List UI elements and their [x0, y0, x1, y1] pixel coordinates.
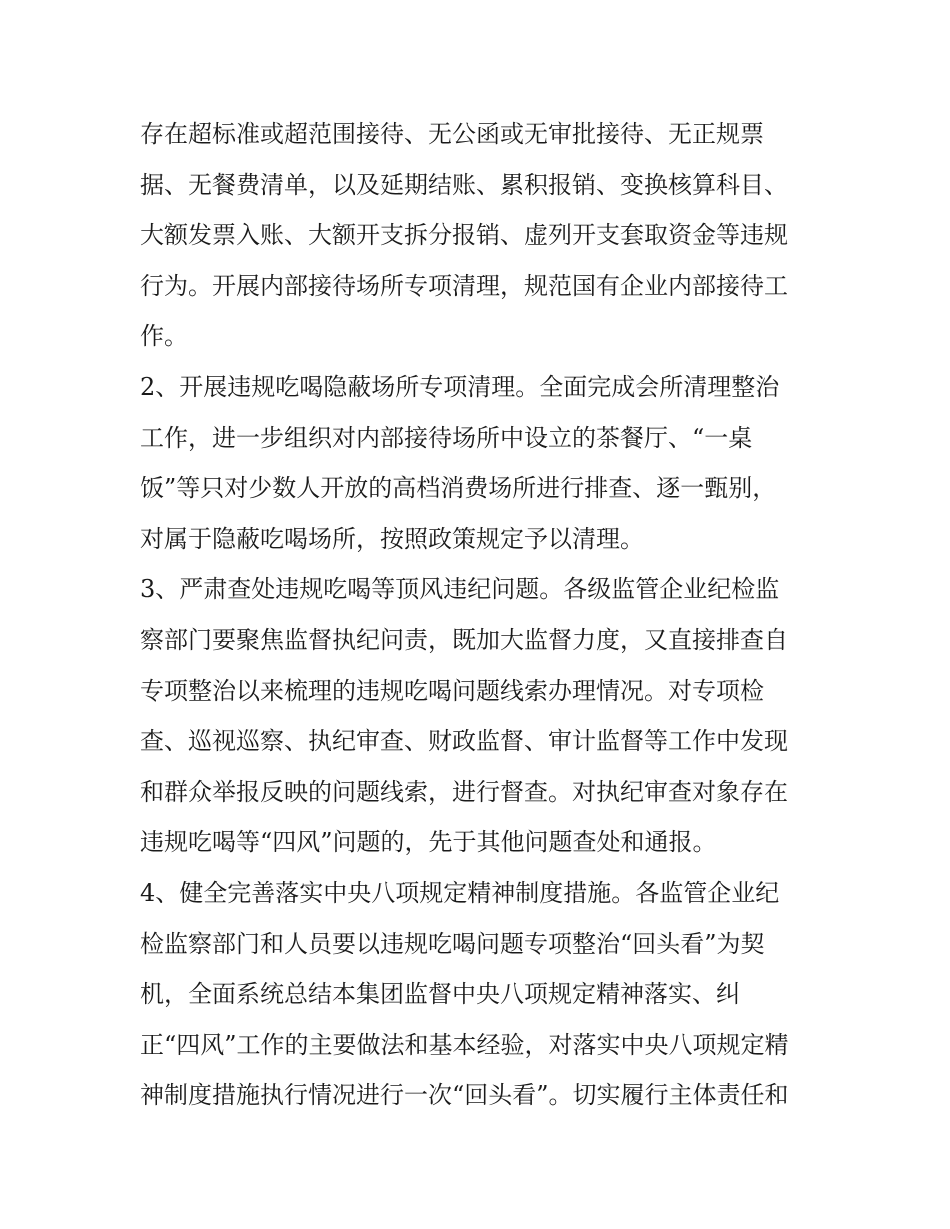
- document-body: [140, 109, 820, 1121]
- text-line-5: 作。: [140, 322, 188, 351]
- text-line-1: 存在超标准或超范围接待、无公函或无审批接待、无正规票: [140, 120, 764, 148]
- text-line-10: 3、严肃查处违规吃喝等顶风违纪问题。各级监管企业纪检监: [140, 575, 780, 604]
- text-line-6: 2、开展违规吃喝隐蔽场所专项清理。全面完成会所清理整治: [140, 372, 780, 401]
- text-line-14: 和群众举报反映的问题线索，进行督查。对执纪审查对象存在: [140, 777, 788, 806]
- text-line-16: 4、健全完善落实中央八项规定精神制度措施。各监管企业纪: [140, 878, 780, 907]
- text-line-15: 违规吃喝等“四风”问题的，先于其他问题查处和通报。: [140, 828, 717, 857]
- text-line-9: 对属于隐蔽吃喝场所，按照政策规定予以清理。: [140, 524, 644, 553]
- text-line-4: 行为。开展内部接待场所专项清理，规范国有企业内部接待工: [140, 271, 788, 300]
- text-line-8: 饭”等只对少数人开放的高档消费场所进行排查、逐一甄别，: [140, 474, 777, 503]
- text-line-7: 工作，进一步组织对内部接待场所中设立的茶餐厅、“一桌: [140, 423, 753, 452]
- text-line-2: 据、无餐费清单，以及延期结账、累积报销、变换核算科目、: [140, 170, 788, 199]
- text-line-17: 检监察部门和人员要以违规吃喝问题专项整治“回头看”为契: [140, 929, 765, 958]
- text-line-11: 察部门要聚焦监督执纪问责，既加大监督力度，又直接排查自: [140, 625, 788, 654]
- text-line-12: 专项整治以来梳理的违规吃喝问题线索办理情况。对专项检: [140, 676, 764, 705]
- text-line-13: 查、巡视巡察、执纪审查、财政监督、审计监督等工作中发现: [140, 727, 788, 756]
- text-line-19: 正“四风”工作的主要做法和基本经验，对落实中央八项规定精: [140, 1030, 789, 1059]
- text-line-20: 神制度措施执行情况进行一次“回头看”。切实履行主体责任和: [140, 1081, 789, 1110]
- text-line-18: 机，全面系统总结本集团监督中央八项规定精神落实、纠: [140, 980, 740, 1009]
- text-line-3: 大额发票入账、大额开支拆分报销、虚列开支套取资金等违规: [140, 221, 788, 250]
